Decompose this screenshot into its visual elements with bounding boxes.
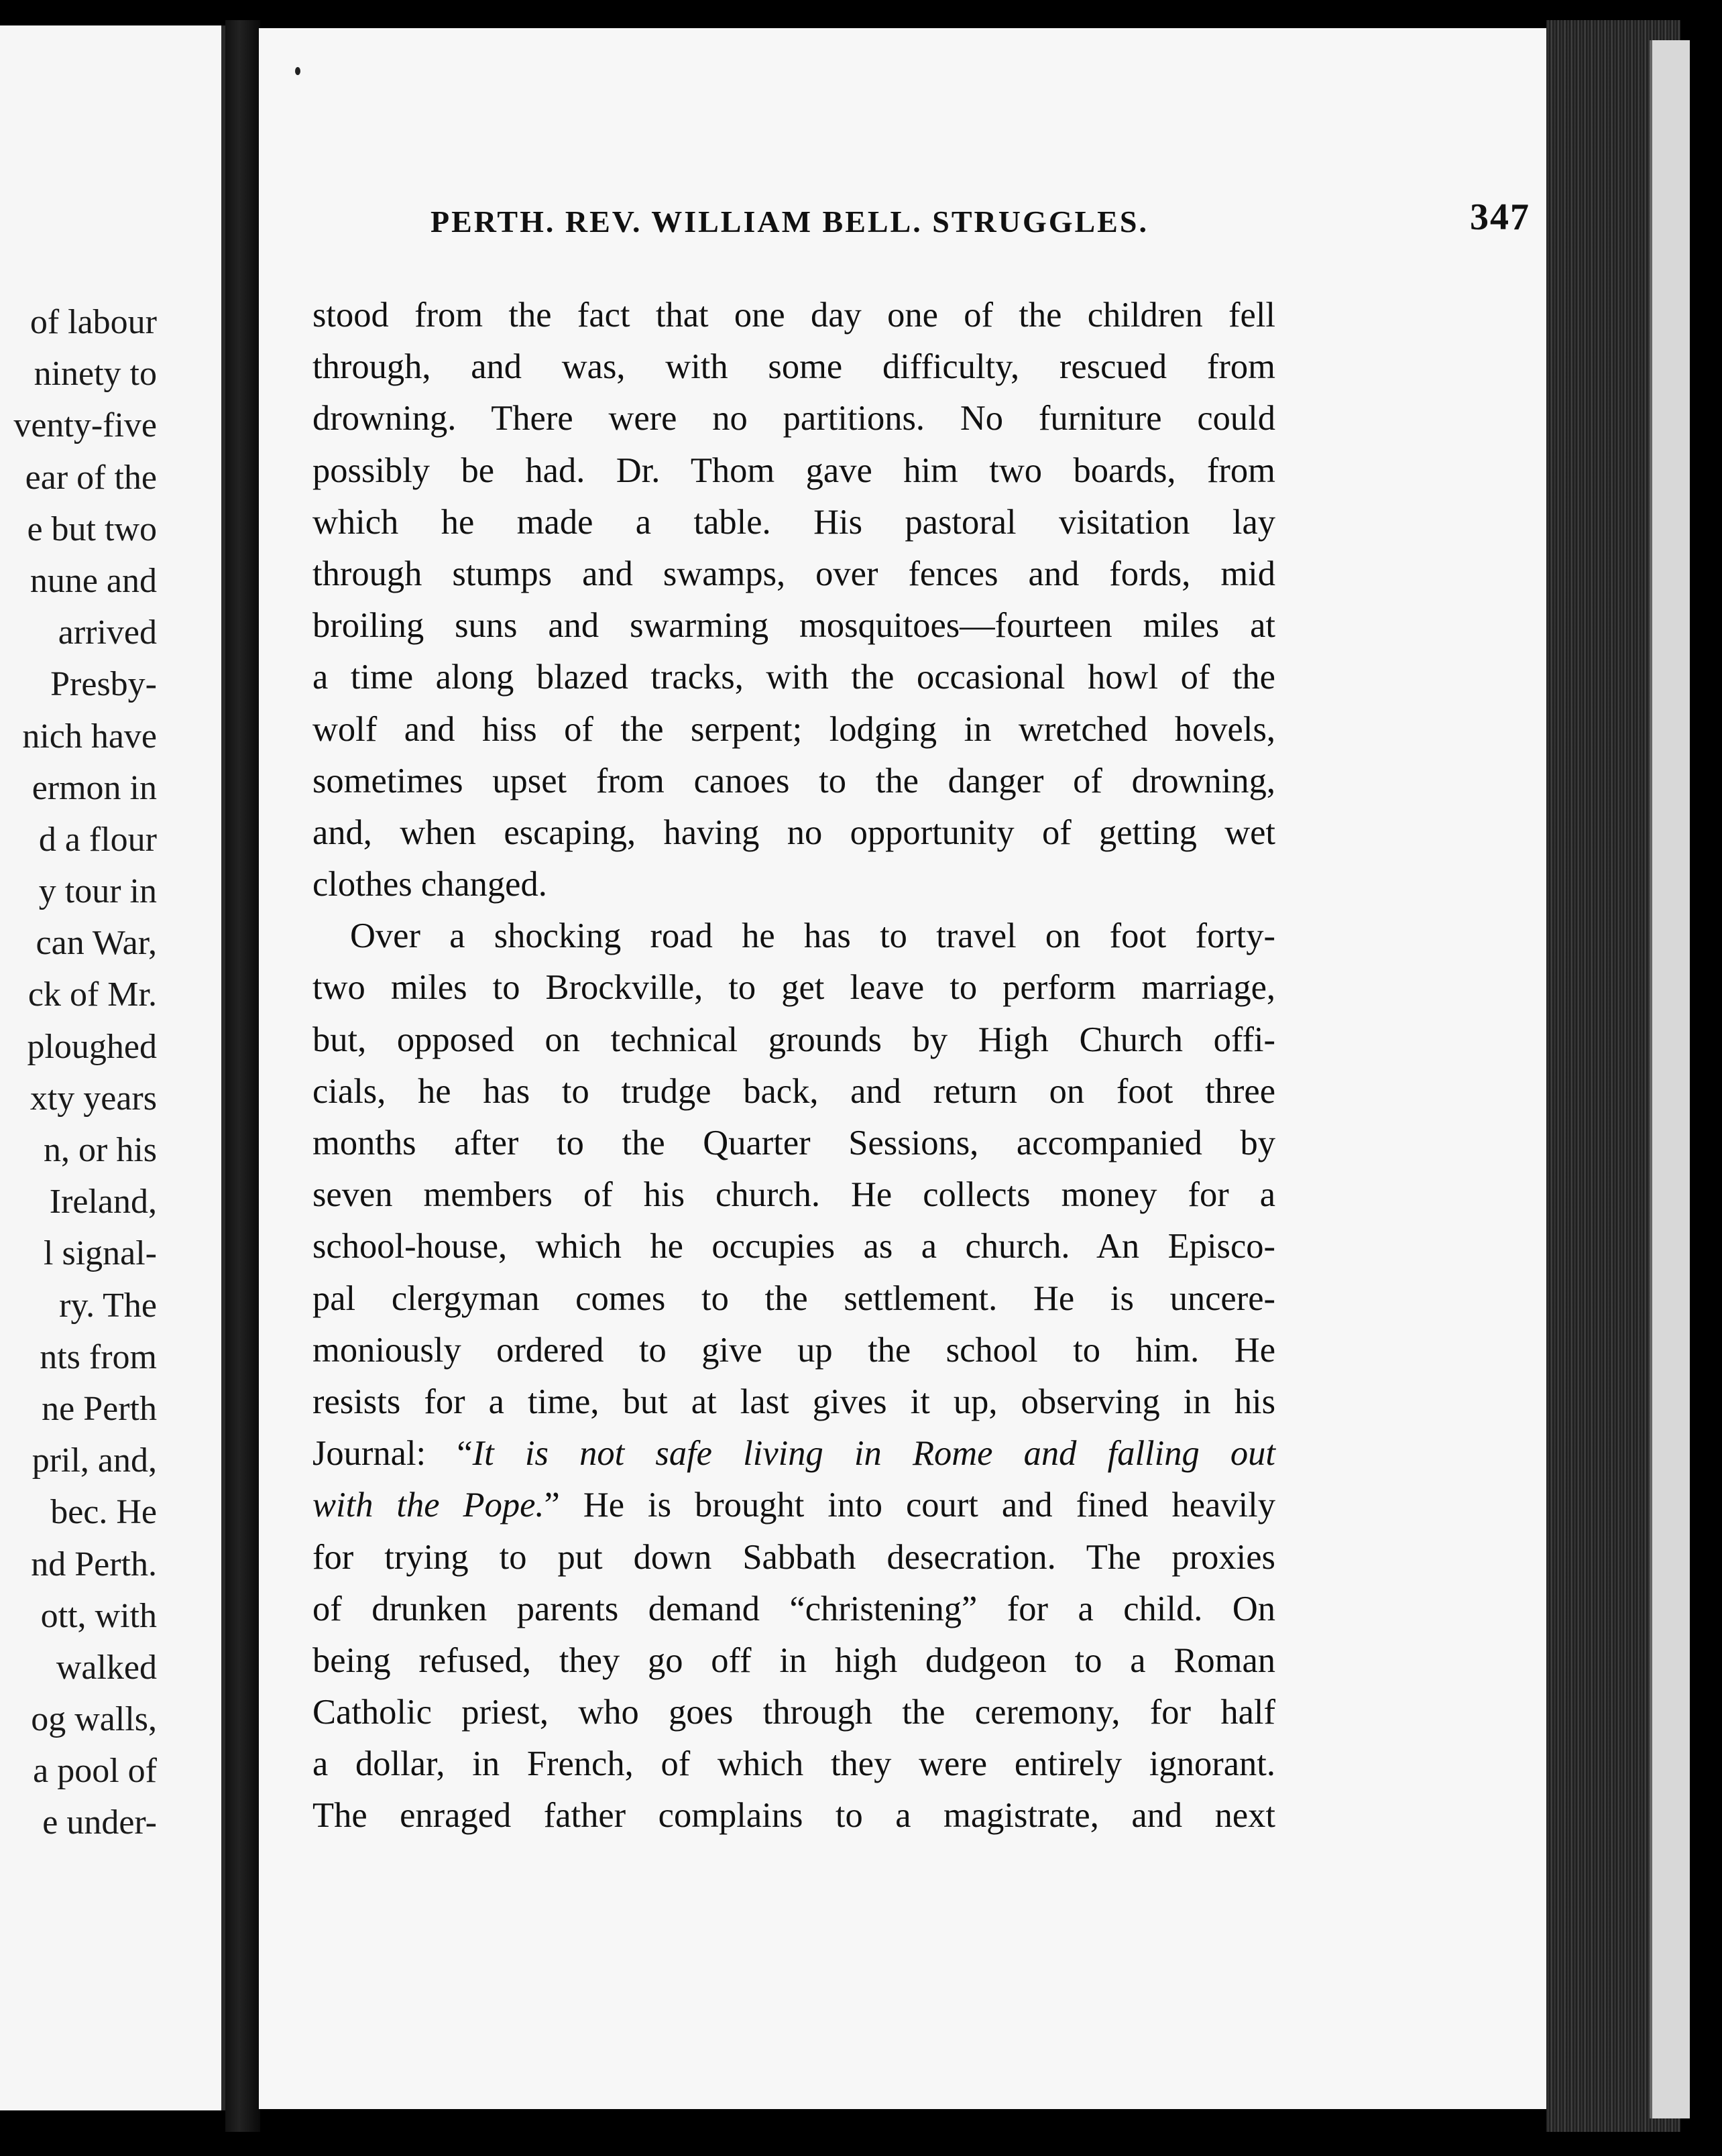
ink-speck (295, 67, 300, 75)
left-line: bec. He (50, 1493, 157, 1532)
left-line: venty-five (13, 406, 157, 445)
text-line: which he made a table. His pastoral visitation lay (312, 502, 1275, 542)
text-line: The enraged father complains to a magistrate, and next (312, 1796, 1275, 1836)
text-line: two miles to Brockville, to get leave to perform marriage, (312, 968, 1275, 1008)
left-page-text (0, 296, 157, 1849)
text-line: drowning. There were no partitions. No furniture could (312, 399, 1275, 438)
journal-line-2 (312, 1480, 1275, 1531)
text-line: for trying to put down Sabbath desecration. The proxies (312, 1537, 1275, 1577)
text-line: a dollar, in French, of which they were entirely ignorant. (312, 1744, 1275, 1784)
text-line: cials, he has to trudge back, and return on foot three (312, 1071, 1275, 1111)
text-line: stood from the fact that one day one of the children fell (312, 296, 1275, 335)
text-line: but, opposed on technical grounds by High Church offi- (312, 1020, 1275, 1059)
left-line: og walls, (31, 1700, 157, 1739)
running-head-title: PERTH. REV. WILLIAM BELL. STRUGGLES. (431, 204, 1149, 239)
left-line: ck of Mr. (27, 975, 157, 1014)
running-head (431, 196, 1544, 249)
text-line: possibly be had. Dr. Thom gave him two boards, from (312, 451, 1275, 490)
journal-prefix: Journal: “ (312, 1434, 473, 1474)
left-page (0, 25, 225, 2110)
left-line: nune and (30, 561, 157, 600)
text-line: and, when escaping, having no opportunity of getting wet (312, 813, 1275, 852)
left-line: walked (56, 1648, 157, 1687)
journal-quote-end: with the Pope. (312, 1486, 544, 1525)
left-line: ott, with (40, 1596, 157, 1635)
text-line: being refused, they go off in high dudgeon to a Roman (312, 1640, 1275, 1680)
left-line: nd Perth. (31, 1545, 157, 1583)
text-line: sometimes upset from canoes to the danger of drowning, (312, 761, 1275, 800)
left-line: arrived (58, 613, 157, 652)
journal-quote-close: ” (544, 1486, 560, 1525)
text-line: clothes changed. (312, 865, 547, 904)
left-line: ear of the (25, 458, 157, 497)
book-gutter (225, 20, 260, 2132)
journal-line (312, 1428, 1275, 1480)
left-line: Ireland, (49, 1183, 157, 1221)
left-line: e but two (27, 510, 157, 548)
text-line: pal clergyman comes to the settlement. He is uncere- (312, 1278, 1275, 1318)
text-line: resists for a time, but at last gives it up, observing in his (312, 1382, 1275, 1421)
text-line: moniously ordered to give up the school to him. He (312, 1330, 1275, 1370)
right-page (259, 28, 1546, 2109)
text-line: through stumps and swamps, over fences and fords, mid (312, 554, 1275, 593)
left-line: y tour in (38, 872, 157, 911)
left-line: d a flour (38, 820, 157, 859)
left-line: of labour (30, 303, 157, 341)
text-line: of drunken parents demand “christening” for a child. On (312, 1589, 1275, 1628)
left-line: e under- (42, 1803, 157, 1842)
left-line: ry. The (59, 1286, 157, 1325)
left-line: ermon in (32, 768, 157, 807)
back-page-edge (1650, 40, 1692, 2118)
text-line: a time along blazed tracks, with the occasional howl of the (312, 658, 1275, 697)
left-line: can War, (36, 924, 157, 963)
text-line: Over a shocking road he has to travel on foot forty- (350, 916, 1275, 956)
journal-after: He is brought into court and fined heavily (559, 1486, 1276, 1525)
left-line: xty years (30, 1079, 157, 1118)
left-line: n, or his (44, 1131, 157, 1169)
page-number: 347 (1470, 196, 1530, 238)
text-line: through, and was, with some difficulty, rescued from (312, 347, 1275, 387)
text-line: months after to the Quarter Sessions, accompanied by (312, 1124, 1275, 1162)
scan-border (1690, 0, 1722, 2156)
text-line: Catholic priest, who goes through the ceremony, for half (312, 1693, 1275, 1732)
text-line: wolf and hiss of the serpent; lodging in wretched hovels, (312, 709, 1275, 749)
left-line: nts from (40, 1337, 157, 1376)
journal-quote: It is not safe living in Rome and falling out (472, 1434, 1275, 1474)
text-line: school-house, which he occupies as a church. An Episco- (312, 1227, 1275, 1266)
text-line: seven members of his church. He collects money for a (312, 1175, 1275, 1215)
left-line: a pool of (33, 1752, 157, 1791)
left-line: ne Perth (42, 1389, 157, 1428)
left-line: Presby- (50, 665, 157, 704)
body-text (312, 290, 1275, 1842)
left-line: l signal- (44, 1234, 157, 1273)
left-line: ninety to (34, 355, 157, 394)
left-line: pril, and, (32, 1441, 157, 1480)
text-line: broiling suns and swarming mosquitoes—fourteen miles at (312, 606, 1275, 646)
left-line: nich have (22, 717, 157, 756)
left-line: ploughed (27, 1027, 157, 1066)
